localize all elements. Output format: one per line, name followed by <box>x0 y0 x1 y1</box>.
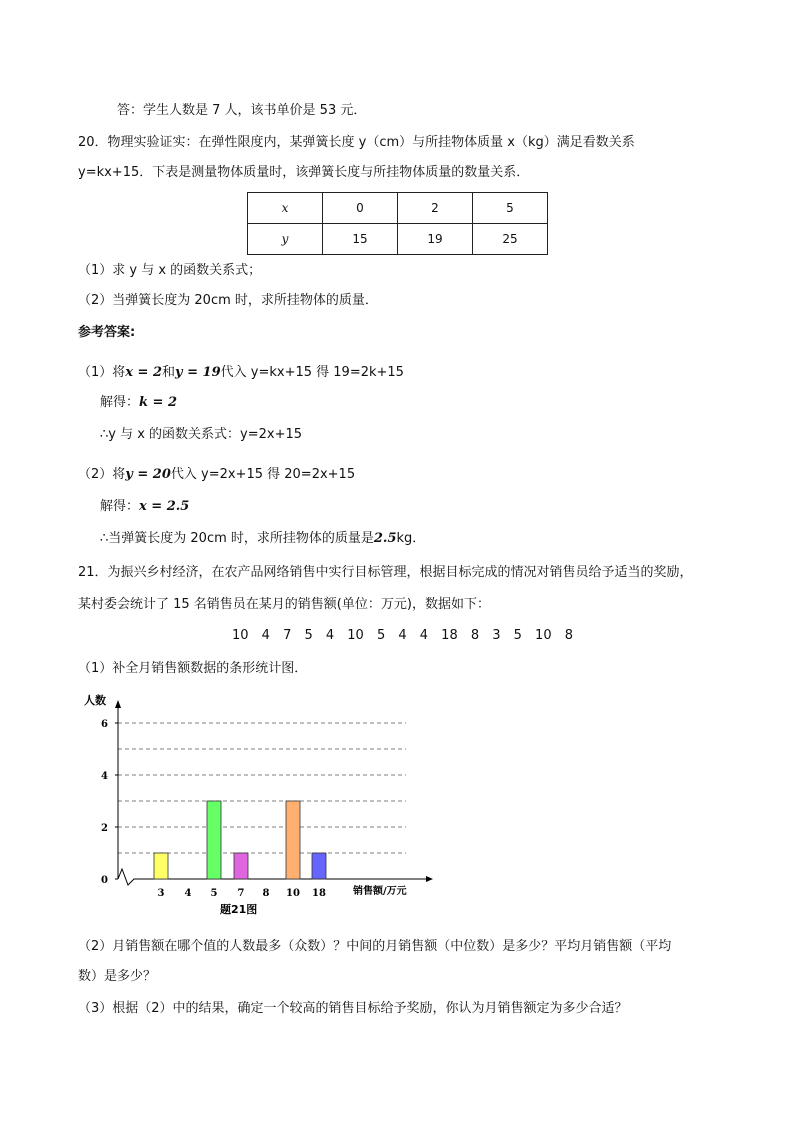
formula-x25: x = 2.5 <box>139 499 190 514</box>
formula-y19: y = 19 <box>175 365 221 380</box>
solve-label: 解得： <box>100 395 140 410</box>
bar <box>286 801 300 879</box>
table-cell: 19 <box>398 224 473 255</box>
table-cell: 5 <box>473 193 548 224</box>
question-20-part1: （1）求 y 与 x 的函数关系式； <box>78 263 262 278</box>
table-row <box>248 193 548 224</box>
y-axis-arrow <box>115 700 121 708</box>
question-21-line1: 21．为振兴乡村经济，在农产品网络销售中实行目标管理，根据目标完成的情况对销售员给予适当的奖励， <box>78 565 693 580</box>
formula-2-5: 2.5 <box>373 531 397 546</box>
table-cell: 0 <box>323 193 398 224</box>
bar <box>154 853 168 879</box>
answer-1-solve <box>100 394 177 412</box>
question-21-part1: （1）补全月销售额数据的条形统计图． <box>78 661 308 676</box>
question-21-part3: （3）根据（2）中的结果，确定一个较高的销售目标给予奖励，你认为月销售额定为多少合适？ <box>78 1001 628 1016</box>
y-tick-label: 0 <box>101 875 108 886</box>
data-table <box>247 192 548 255</box>
answer-2-line <box>78 466 355 484</box>
x-tick-label: 3 <box>157 888 165 899</box>
formula-k2: k = 2 <box>139 395 178 410</box>
conclusion-text: ∴当弹簧长度为 20cm 时，求所挂物体的质量是 <box>100 531 374 546</box>
table-cell: 2 <box>398 193 473 224</box>
formula-y20: y = 20 <box>125 467 171 482</box>
x-tick-label: 5 <box>210 888 218 899</box>
answer-2-sub: 代入 y=2x+15 得 20=2x+15 <box>170 467 356 482</box>
question-21-part2-line2: 数）是多少？ <box>78 969 157 984</box>
x-tick-label: 18 <box>312 888 326 899</box>
table-cell: y <box>248 224 323 255</box>
y-tick-label: 2 <box>101 823 108 834</box>
x-tick-label: 4 <box>184 888 192 899</box>
answer-2-solve <box>100 498 189 516</box>
sales-data-list: 10 4 7 5 4 10 5 4 4 18 8 3 5 10 8 <box>232 628 574 643</box>
y-axis-label: 人数 <box>84 694 106 707</box>
chart-title: 题21图 <box>220 903 258 916</box>
answer-1-conclusion: ∴y 与 x 的函数关系式：y=2x+15 <box>100 427 303 442</box>
table-cell: x <box>248 193 323 224</box>
x-axis-arrow <box>426 876 433 882</box>
answer-2-prefix: （2）将 <box>78 467 126 482</box>
x-tick-label: 10 <box>286 888 300 899</box>
answer-1-line <box>78 364 404 382</box>
bar <box>207 801 221 879</box>
bar <box>312 853 326 879</box>
x-tick-label: 8 <box>262 888 270 899</box>
y-tick-label: 4 <box>101 771 108 782</box>
bar <box>234 853 248 879</box>
unit-kg: kg． <box>396 531 426 546</box>
answer-19: 答：学生人数是 7 人，该书单价是 53 元． <box>117 103 367 118</box>
reference-answer-title: 参考答案: <box>78 325 136 340</box>
table-row <box>248 224 548 255</box>
answer-1-sub: 代入 y=kx+15 得 19=2k+15 <box>220 365 404 380</box>
y-tick-label: 6 <box>101 719 108 730</box>
bar-chart <box>76 688 436 920</box>
question-20-line2: y=kx+15．下表是测量物体质量时，该弹簧长度与所挂物体质量的数量关系． <box>78 165 530 180</box>
table-cell: 25 <box>473 224 548 255</box>
question-20-line1: 20．物理实验证实：在弹性限度内，某弹簧长度 y（cm）与所挂物体质量 x（kg）满足看数关系 <box>78 135 635 150</box>
table-cell: 15 <box>323 224 398 255</box>
answer-1-prefix: （1）将 <box>78 365 126 380</box>
question-21-part2-line1: （2）月销售额在哪个值的人数最多（众数）？中间的月销售额（中位数）是多少？平均月销售额（平均 <box>78 939 672 954</box>
question-20-part2: （2）当弹簧长度为 20cm 时，求所挂物体的质量． <box>78 293 378 308</box>
question-21-line2: 某村委会统计了 15 名销售员在某月的销售额(单位：万元)，数据如下： <box>78 597 490 612</box>
solve-label: 解得： <box>100 499 140 514</box>
x-tick-label: 7 <box>237 888 245 899</box>
answer-1-and: 和 <box>162 365 176 380</box>
answer-2-conclusion <box>100 530 425 548</box>
formula-x2: x = 2 <box>125 365 163 380</box>
x-axis-label: 销售额/万元 <box>353 886 407 897</box>
